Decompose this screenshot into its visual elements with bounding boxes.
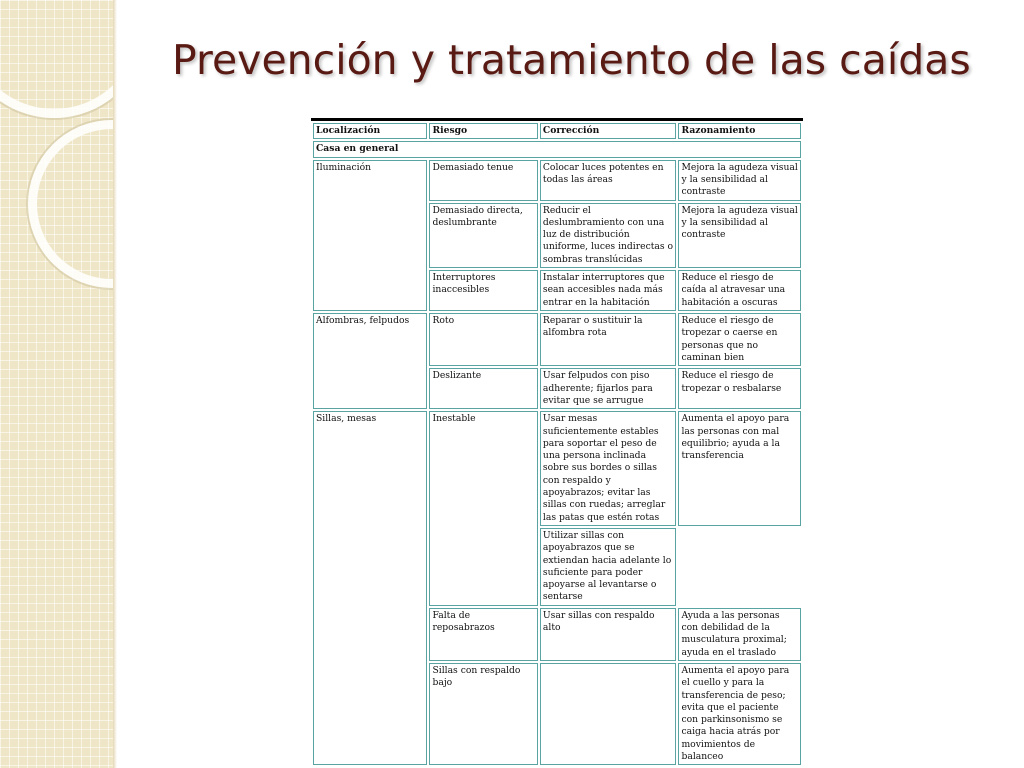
cell-riesgo: Deslizante bbox=[429, 368, 537, 409]
cell-riesgo: Interruptores inaccesibles bbox=[429, 270, 537, 311]
cell-correccion: Instalar interruptores que sean accesibles nada más entrar en la habitación bbox=[540, 270, 677, 311]
cell-razonamiento: Reduce el riesgo de tropezar o caerse en personas que no caminan bien bbox=[678, 313, 801, 366]
table-row bbox=[313, 160, 801, 201]
table-row bbox=[313, 411, 801, 526]
slide-title: Prevención y tratamiento de las caídas bbox=[172, 36, 971, 84]
cell-riesgo: Falta de reposabrazos bbox=[429, 608, 537, 661]
section-casa-en-general: Casa en general bbox=[313, 141, 801, 157]
header-localizacion: Localización bbox=[313, 123, 427, 139]
cell-correccion: Utilizar sillas con apoyabrazos que se extiendan hacia adelante lo suficiente para poder apoyarse al levantarse o sentarse bbox=[540, 528, 677, 606]
section-row bbox=[313, 141, 801, 157]
table-row bbox=[313, 313, 801, 366]
decorative-ring-top bbox=[0, 0, 113, 118]
cell-correccion: Reparar o sustituir la alfombra rota bbox=[540, 313, 677, 366]
header-razonamiento: Razonamiento bbox=[678, 123, 801, 139]
cell-correccion: Colocar luces potentes en todas las áreas bbox=[540, 160, 677, 201]
cell-localizacion-iluminacion: Iluminación bbox=[313, 160, 427, 311]
falls-prevention-table bbox=[311, 118, 803, 767]
cell-razonamiento: Aumenta el apoyo para el cuello y para la transferencia de peso; evita que el paciente con parkinsonismo se caiga hacia atrás por movimientos de balanceo bbox=[678, 663, 801, 765]
cell-localizacion-sillas: Sillas, mesas bbox=[313, 411, 427, 765]
cell-razonamiento: Reduce el riesgo de caída al atravesar una habitación a oscuras bbox=[678, 270, 801, 311]
cell-riesgo: Demasiado tenue bbox=[429, 160, 537, 201]
cell-riesgo: Roto bbox=[429, 313, 537, 366]
decorative-ring-middle bbox=[28, 120, 113, 288]
cell-correccion: Reducir el deslumbramiento con una luz de distribución uniforme, luces indirectas o sombras translúcidas bbox=[540, 203, 677, 268]
cell-riesgo: Demasiado directa, deslumbrante bbox=[429, 203, 537, 268]
empty-cell bbox=[678, 528, 801, 606]
cell-riesgo: Inestable bbox=[429, 411, 537, 605]
cell-riesgo: Sillas con respaldo bajo bbox=[429, 663, 537, 765]
cell-correccion: Usar felpudos con piso adherente; fijarlos para evitar que se arrugue bbox=[540, 368, 677, 409]
cell-correccion: Usar mesas suficientemente estables para soportar el peso de una persona inclinada sobre sus bordes o sillas con respaldo y apoyabrazos; evitar las sillas con ruedas; arreglar las patas que estén rotas bbox=[540, 411, 677, 526]
decorative-sidebar bbox=[0, 0, 113, 768]
cell-correccion: Usar sillas con respaldo alto bbox=[540, 608, 677, 661]
header-riesgo: Riesgo bbox=[429, 123, 537, 139]
cell-razonamiento: Aumenta el apoyo para las personas con mal equilibrio; ayuda a la transferencia bbox=[678, 411, 801, 526]
header-correccion: Corrección bbox=[540, 123, 677, 139]
cell-razonamiento: Reduce el riesgo de tropezar o resbalarse bbox=[678, 368, 801, 409]
cell-razonamiento: Ayuda a las personas con debilidad de la musculatura proximal; ayuda en el traslado bbox=[678, 608, 801, 661]
cell-razonamiento: Mejora la agudeza visual y la sensibilidad al contraste bbox=[678, 160, 801, 201]
table-header-row bbox=[313, 123, 801, 139]
sidebar-edge bbox=[113, 0, 117, 768]
cell-correccion bbox=[540, 663, 677, 765]
cell-localizacion-alfombras: Alfombras, felpudos bbox=[313, 313, 427, 409]
cell-razonamiento: Mejora la agudeza visual y la sensibilidad al contraste bbox=[678, 203, 801, 268]
